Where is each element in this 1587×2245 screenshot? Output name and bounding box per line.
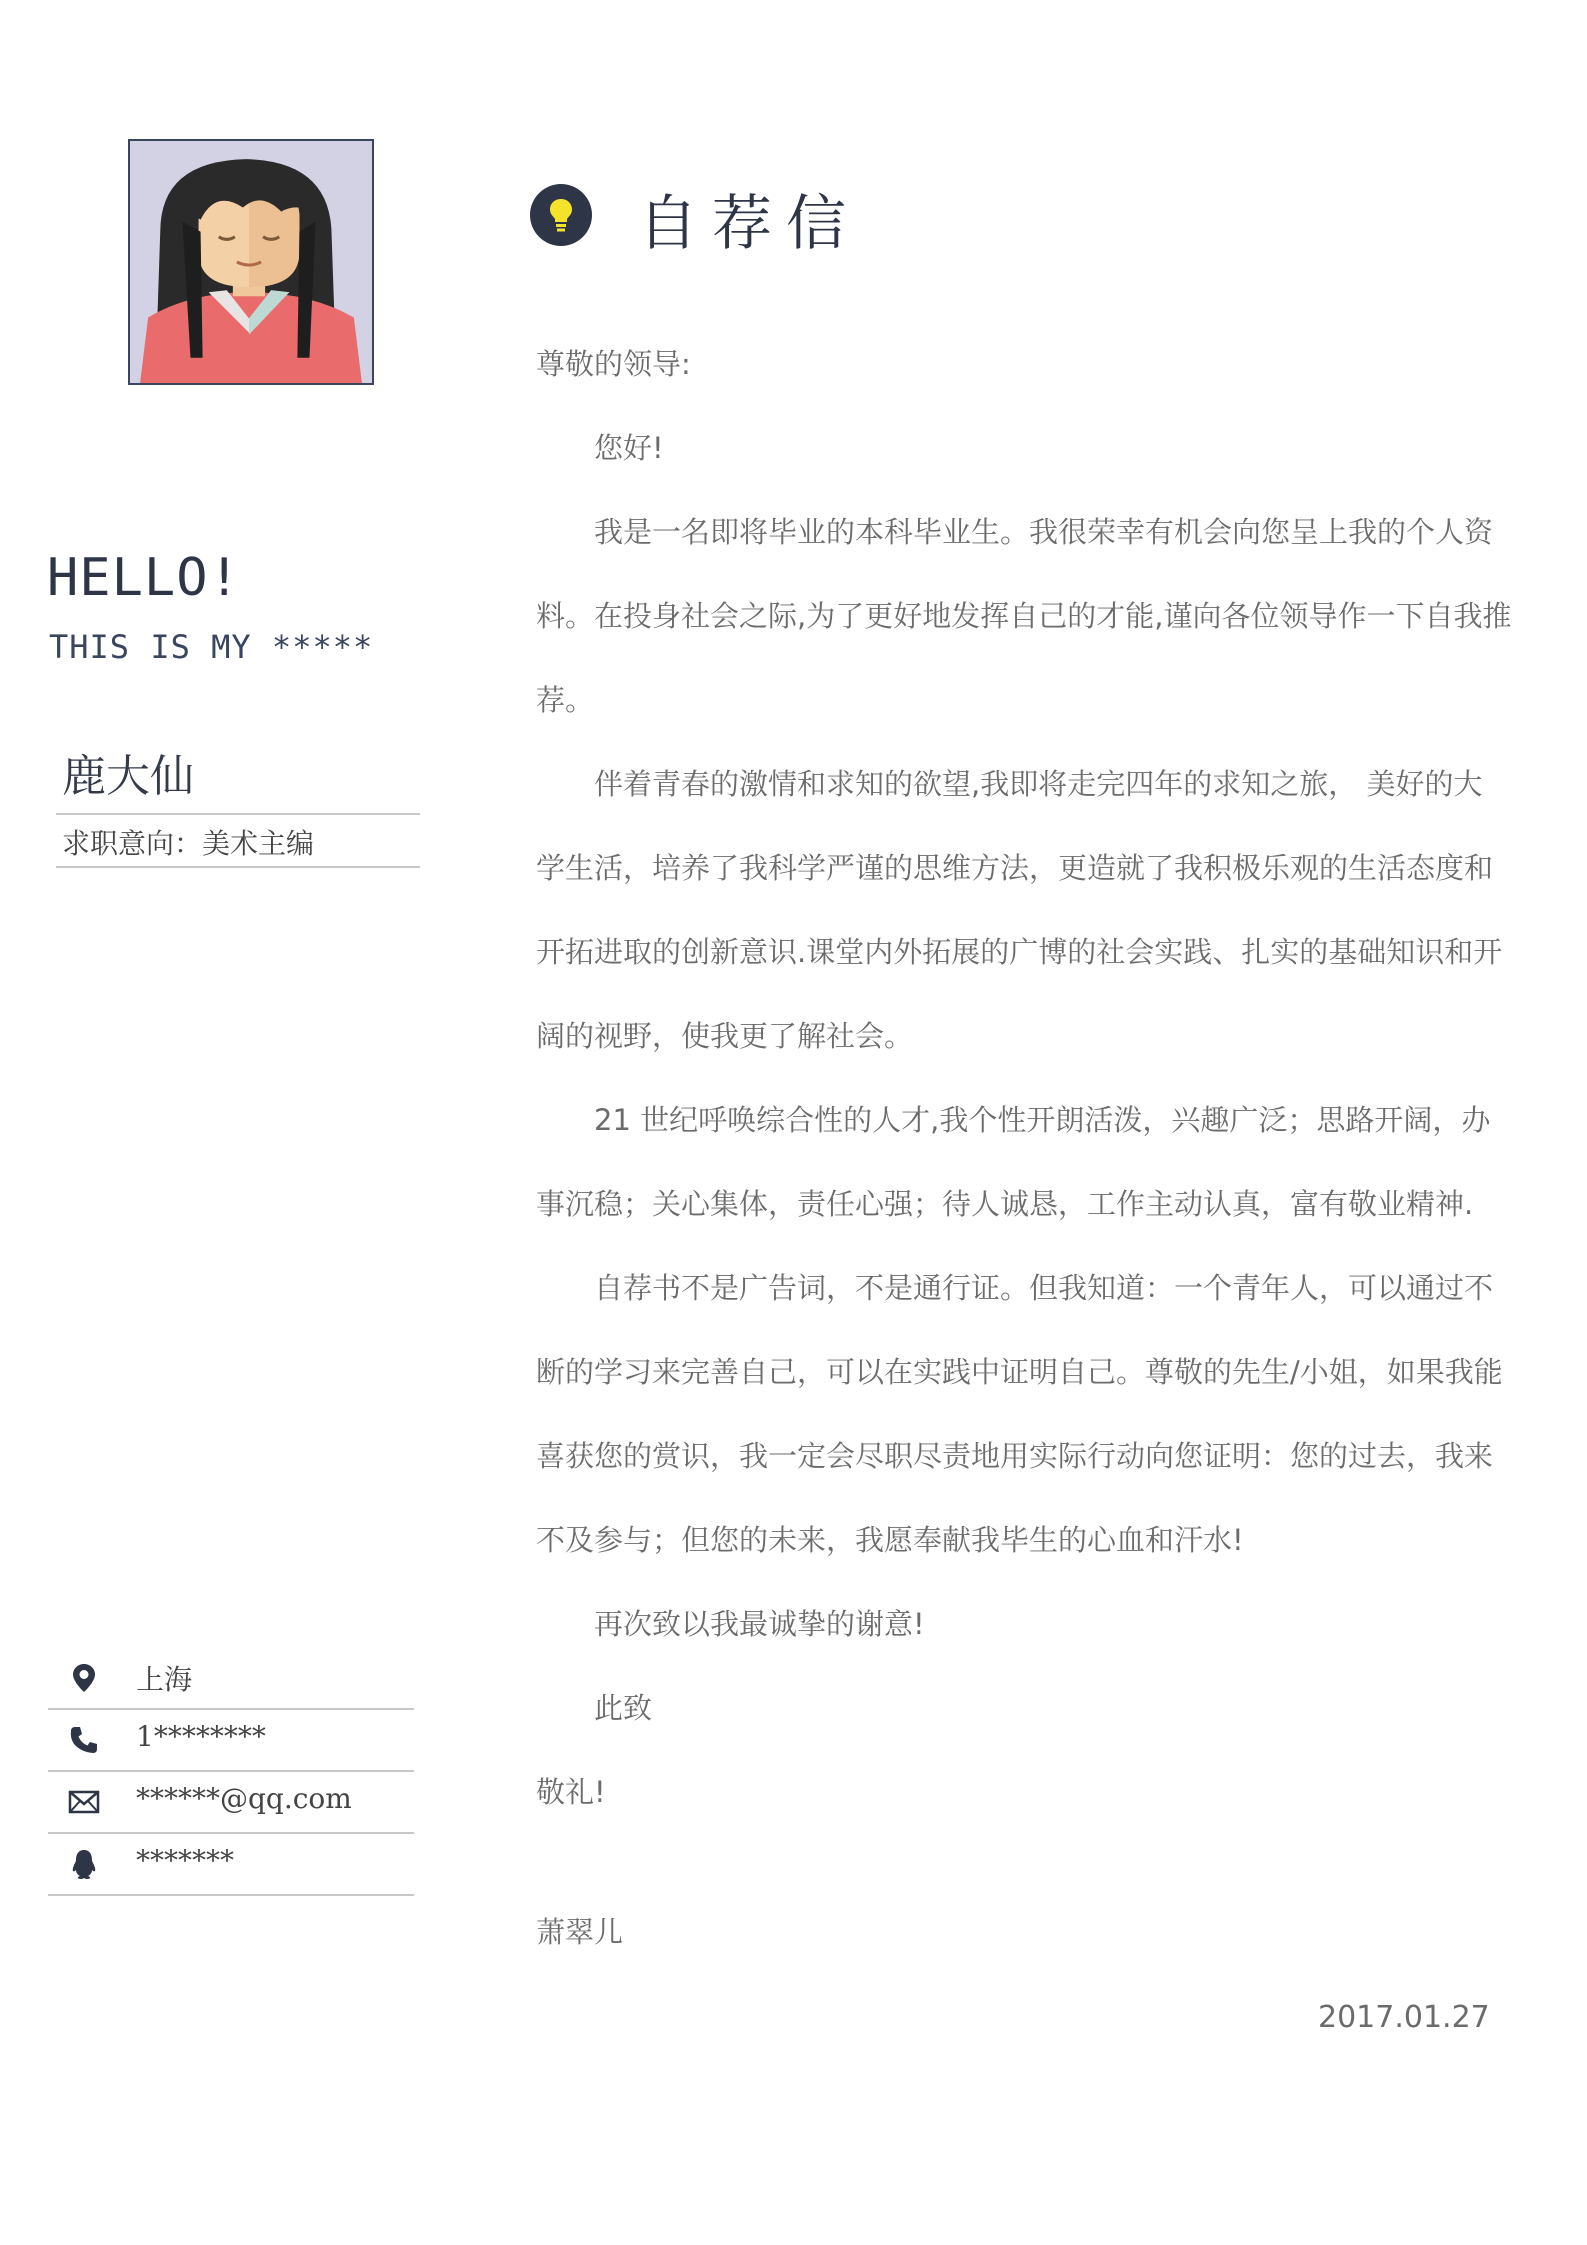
letter-line: 荐。 <box>536 683 595 717</box>
divider <box>56 866 420 868</box>
letter-salutation: 尊敬的领导: <box>536 347 691 381</box>
letter-date: 2017.01.27 <box>1318 2000 1490 2035</box>
contact-phone <box>48 1710 414 1772</box>
letter-line: 料。在投身社会之际,为了更好地发挥自己的才能,谨向各位领导作一下自我推 <box>536 599 1512 633</box>
contact-location-text: 上海 <box>136 1663 193 1696</box>
avatar-illustration <box>130 141 372 383</box>
letter-line: 自荐书不是广告词，不是通行证。但我知道：一个青年人，可以通过不 <box>594 1271 1494 1305</box>
letter-line: 不及参与；但您的未来，我愿奉献我毕生的心血和汗水! <box>536 1523 1244 1557</box>
letter-regards: 敬礼! <box>536 1775 606 1809</box>
contact-phone-text: 1******** <box>136 1720 266 1753</box>
qq-icon <box>68 1848 100 1880</box>
letter-line: 喜获您的赏识，我一定会尽职尽责地用实际行动向您证明：您的过去，我来 <box>536 1439 1494 1473</box>
divider <box>56 813 420 815</box>
letter-line: 阔的视野，使我更了解社会。 <box>536 1019 914 1053</box>
letter-body <box>536 322 1512 1834</box>
phone-icon <box>68 1724 100 1756</box>
letter-line: 您好! <box>594 431 664 465</box>
contact-qq <box>48 1834 414 1896</box>
letter-line: 伴着青春的激情和求知的欲望,我即将走完四年的求知之旅， 美好的大 <box>594 767 1483 801</box>
letter-line: 断的学习来完善自己，可以在实践中证明自己。尊敬的先生/小姐，如果我能 <box>536 1355 1503 1389</box>
letter-line: 21 世纪呼唤综合性的人才,我个性开朗活泼，兴趣广泛；思路开阔，办 <box>594 1103 1491 1137</box>
letter-closing: 此致 <box>594 1691 653 1725</box>
letter-line: 我是一名即将毕业的本科毕业生。我很荣幸有机会向您呈上我的个人资 <box>594 515 1494 549</box>
location-icon <box>68 1662 100 1694</box>
letter-line: 开拓进取的创新意识.课堂内外拓展的广博的社会实践、扎实的基础知识和开 <box>536 935 1503 969</box>
contact-email <box>48 1772 414 1834</box>
contact-location <box>48 1648 414 1710</box>
lightbulb-icon <box>530 184 592 246</box>
letter-signature: 萧翠儿 <box>536 1915 624 1949</box>
letter-line: 学生活，培养了我科学严谨的思维方法，更造就了我积极乐观的生活态度和 <box>536 851 1494 885</box>
page-title: 自荐信 <box>638 189 860 259</box>
greeting-tagline: THIS IS MY ***** <box>49 628 374 666</box>
profile-avatar <box>128 139 374 385</box>
letter-line: 再次致以我最诚挚的谢意! <box>594 1607 925 1641</box>
email-icon <box>68 1786 100 1818</box>
letter-line: 事沉稳；关心集体，责任心强；待人诚恳，工作主动认真，富有敬业精神. <box>536 1187 1474 1221</box>
contact-qq-text: ******* <box>136 1844 234 1877</box>
candidate-name: 鹿大仙 <box>62 751 194 802</box>
greeting-heading: HELLO! <box>47 548 241 608</box>
contact-email-text: ******@qq.com <box>136 1782 352 1815</box>
job-intent: 求职意向：美术主编 <box>62 827 315 860</box>
